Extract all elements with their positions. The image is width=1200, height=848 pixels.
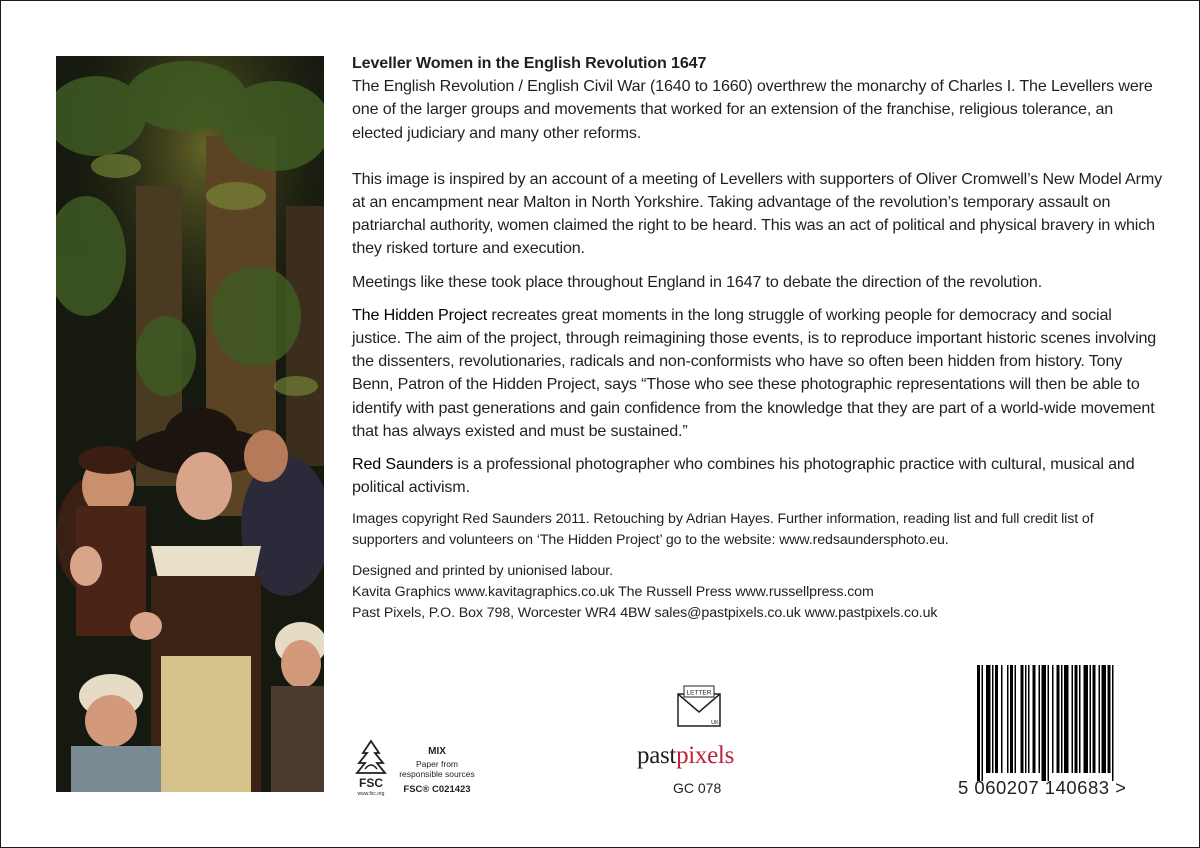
inspiration-paragraph: This image is inspired by an account of a meeting of Levellers with supporters of Oliver Cromwell’s New Model Army at an encampment near Malton in North Yorkshire. Taking advantage of the revolution’s temporary assault on patriarchal authority, women claimed the right to be heard. This was an act of political and physical bravery in which they risked torture and execution. bbox=[352, 169, 1162, 258]
barcode-bar bbox=[1099, 665, 1101, 773]
fsc-label bbox=[397, 747, 477, 795]
barcode-bar bbox=[1021, 665, 1024, 773]
barcode-bar bbox=[982, 665, 984, 781]
fsc-logo-text: FSC bbox=[359, 776, 383, 790]
barcode-bar bbox=[1052, 665, 1054, 773]
fsc-tree-icon bbox=[349, 739, 393, 797]
barcode-bar bbox=[1072, 665, 1074, 773]
leveller-women-photo bbox=[56, 56, 324, 792]
barcode-bar bbox=[1048, 665, 1050, 781]
barcode-bar bbox=[1075, 665, 1078, 773]
fsc-code: FSC® C021423 bbox=[403, 784, 471, 795]
barcode-bar bbox=[1079, 665, 1081, 773]
barcode-bar bbox=[1007, 665, 1009, 773]
barcode-bar bbox=[1112, 665, 1114, 781]
project-paragraph bbox=[352, 304, 1162, 443]
barcode-bar bbox=[1090, 665, 1092, 773]
pastpixels-logo bbox=[637, 741, 777, 771]
meetings-paragraph: Meetings like these took place throughout England in 1647 to debate the direction of the revolution. bbox=[352, 272, 1043, 291]
fsc-mix: MIX bbox=[428, 746, 446, 757]
barcode-number: 5 060207 140683 > bbox=[958, 777, 1127, 798]
barcode-bar bbox=[1061, 665, 1063, 773]
description-text-block bbox=[352, 52, 1162, 624]
barcode-bar bbox=[1001, 665, 1003, 773]
author-paragraph bbox=[352, 453, 1162, 499]
barcode-bar bbox=[1010, 665, 1013, 773]
copyright-text: Images copyright Red Saunders 2011. Retouching by Adrian Hayes. Further information, reading list and full credit list of supporters and volunteers on ‘The Hidden Project’ go to the website: www.redsaundersphoto.eu. bbox=[352, 511, 1094, 549]
author-description: is a professional photographer who combines his photographic practice with cultural, musical and political activism. bbox=[352, 455, 1135, 497]
card-title: Leveller Women in the English Revolution 1647 bbox=[352, 54, 707, 72]
intro-paragraph: The English Revolution / English Civil War (1640 to 1660) overthrew the monarchy of Charles I. The Levellers were one of the larger groups and movements that worked for an extension of the franchise, religious tolerance, an elected judiciary and many other reforms. bbox=[352, 77, 1153, 142]
barcode-bar bbox=[1102, 665, 1107, 773]
fsc-description: Paper from responsible sources bbox=[399, 759, 475, 779]
letter-envelope-icon bbox=[675, 682, 723, 730]
barcode-bar bbox=[1033, 665, 1036, 773]
barcode-bar bbox=[1039, 665, 1041, 773]
barcode-bar bbox=[992, 665, 994, 773]
project-description: recreates great moments in the long struggle of working people for democracy and social justice. The aim of the project, through reimagining those events, is to reproduce important historic scenes involving the dissenters, revolutionaries, radicals and non-conformists who have so often been hidden from history. Tony Benn, Patron of the Hidden Project, says “Those who see these photographic representations will then be able to identify with past generations and gain confidence from the knowledge that they are part of a world-wide movement that has always existed and must be sustained.” bbox=[352, 305, 1157, 440]
barcode-bar bbox=[995, 665, 998, 773]
fsc-site: www.fsc.org bbox=[357, 791, 385, 797]
barcode-bar bbox=[1042, 665, 1047, 781]
credits-line-1: Designed and printed by unionised labour. bbox=[352, 563, 613, 580]
product-code: GC 078 bbox=[673, 780, 722, 796]
barcode-bar bbox=[1084, 665, 1089, 773]
barcode-bar bbox=[1025, 665, 1027, 773]
brand-part-1: past bbox=[637, 742, 677, 769]
barcode-bar bbox=[1108, 665, 1111, 773]
project-name: The Hidden Project bbox=[352, 305, 488, 324]
barcode-bar bbox=[1093, 665, 1096, 773]
barcode-bar bbox=[1064, 665, 1069, 773]
fsc-certification bbox=[349, 739, 479, 799]
credits-line-2: Kavita Graphics www.kavitagraphics.co.uk The Russell Press www.russellpress.com bbox=[352, 584, 874, 601]
brand-part-2: pixels bbox=[676, 742, 734, 769]
stamp-bottom-text: UK bbox=[711, 720, 719, 726]
barcode-bar bbox=[1028, 665, 1030, 773]
barcode-bar bbox=[1015, 665, 1017, 773]
credits-line-3: Past Pixels, P.O. Box 798, Worcester WR4 4BW sales@pastpixels.co.uk www.pastpixels.co.uk bbox=[352, 605, 938, 622]
author-name: Red Saunders bbox=[352, 455, 454, 474]
barcode-bar bbox=[986, 665, 991, 773]
stamp-top-text: LETTER bbox=[686, 689, 712, 697]
barcode-bar bbox=[977, 665, 980, 781]
barcode-bar bbox=[1057, 665, 1060, 773]
